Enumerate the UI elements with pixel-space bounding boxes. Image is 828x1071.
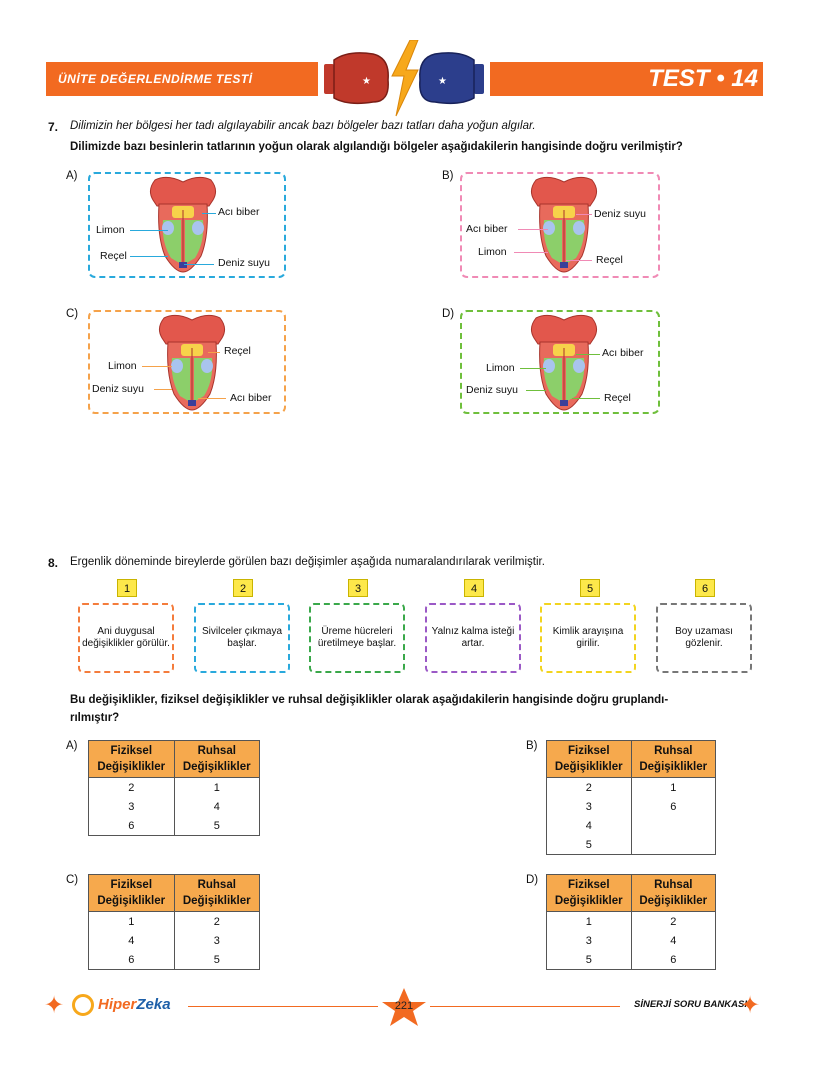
q7-option-a-box[interactable] (88, 172, 286, 278)
q7-intro: Dilimizin her bölgesi her tadı algılayabilir ancak bazı bölgeler bazı tatları daha yoğun algılar. (70, 120, 536, 132)
table-row: 1 2 (547, 912, 716, 932)
q7-a-label-2: Reçel (100, 250, 127, 262)
svg-text:★: ★ (362, 76, 371, 87)
q7-option-c-label[interactable]: C) (66, 308, 79, 320)
footer-line-right (430, 1006, 620, 1007)
col-header-mental: Ruhsal Değişiklikler (174, 875, 260, 912)
col-header-physical: Fiziksel Değişiklikler (547, 741, 632, 778)
table-row: 3 4 (547, 931, 716, 950)
col-header-mental: Ruhsal Değişiklikler (631, 741, 716, 778)
star-icon: ✦ (44, 991, 65, 1019)
change-card-1 (78, 603, 174, 673)
q7-b-label-4: Reçel (596, 254, 623, 266)
q8-option-a-label[interactable]: A) (66, 740, 78, 752)
q7-option-a-label[interactable]: A) (66, 170, 78, 182)
q8-option-b-label[interactable]: B) (526, 740, 538, 752)
q7-a-label-3: Acı biber (218, 206, 260, 218)
card-number: 2 (233, 579, 253, 597)
card-number: 4 (464, 579, 484, 597)
q7-d-label-1: Limon (486, 362, 515, 374)
q7-b-label-3: Deniz suyu (594, 208, 646, 220)
q7-option-b-label[interactable]: B) (442, 170, 454, 182)
q8-question-line1: Bu değişiklikler, fiziksel değişiklikler ve ruhsal değişiklikler olarak aşağıdakilerin hangisinde doğru gruplandı- (70, 694, 669, 706)
col-header-physical: Fiziksel Değişiklikler (547, 875, 632, 912)
table-row: 6 5 (89, 950, 260, 970)
col-header-mental: Ruhsal Değişiklikler (174, 741, 260, 778)
q7-d-label-4: Reçel (604, 392, 631, 404)
q7-b-label-1: Acı biber (466, 223, 508, 235)
col-header-physical: Fiziksel Değişiklikler (89, 741, 175, 778)
q7-option-d-label[interactable]: D) (442, 308, 455, 320)
q8-option-d-label[interactable]: D) (526, 874, 539, 886)
q8-table-c[interactable] (88, 874, 260, 970)
card-text: Boy uzaması gözlenir. (675, 626, 733, 649)
q8-number: 8. (48, 556, 59, 570)
brand-logo (98, 996, 171, 1013)
card-text: Ani duygusal değişiklikler görülür. (82, 626, 170, 649)
card-number: 1 (117, 579, 137, 597)
q7-c-label-3: Reçel (224, 345, 251, 357)
star-icon: ✦ (740, 991, 761, 1019)
q8-option-c-label[interactable]: C) (66, 874, 79, 886)
q8-table-d[interactable] (546, 874, 716, 970)
footer-line-left (188, 1006, 378, 1007)
series-title: SİNERJİ SORU BANKASI (634, 999, 747, 1010)
q8-table-b[interactable] (546, 740, 716, 855)
table-row: 4 (547, 816, 716, 835)
change-card-5 (540, 603, 636, 673)
boxing-gloves-icon (318, 40, 490, 120)
table-row: 1 2 (89, 912, 260, 932)
table-row: 5 6 (547, 950, 716, 970)
card-number: 3 (348, 579, 368, 597)
q7-c-label-4: Acı biber (230, 392, 272, 404)
table-row: 3 4 (89, 797, 260, 816)
unit-title: ÜNİTE DEĞERLENDİRME TESTİ (58, 72, 253, 86)
svg-text:★: ★ (438, 76, 447, 87)
page-number: 221 (394, 1000, 414, 1012)
table-row: 3 6 (547, 797, 716, 816)
q8-intro: Ergenlik döneminde bireylerde görülen bazı değişimler aşağıda numaralandırılarak verilmiştir. (70, 556, 545, 568)
card-text: Üreme hücreleri üretilmeye başlar. (317, 626, 397, 649)
q8-question-line2: rılmıştır? (70, 712, 120, 724)
card-text: Kimlik arayışına girilir. (552, 626, 624, 649)
brand-suffix: Zeka (136, 996, 171, 1013)
q7-a-label-4: Deniz suyu (218, 257, 270, 269)
table-row: 4 3 (89, 931, 260, 950)
q7-number: 7. (48, 120, 59, 134)
brand-logo-icon (72, 994, 94, 1016)
change-card-3 (309, 603, 405, 673)
table-row: 5 (547, 835, 716, 855)
q7-c-label-2: Deniz suyu (92, 383, 144, 395)
q7-b-label-2: Limon (478, 246, 507, 258)
q8-table-a[interactable] (88, 740, 260, 836)
table-row: 2 1 (89, 778, 260, 798)
q7-a-label-1: Limon (96, 224, 125, 236)
q7-d-label-3: Acı biber (602, 347, 644, 359)
q7-d-label-2: Deniz suyu (466, 384, 518, 396)
change-card-6 (656, 603, 752, 673)
brand-prefix: Hiper (98, 996, 137, 1013)
card-number: 5 (580, 579, 600, 597)
table-row: 6 5 (89, 816, 260, 836)
change-card-4 (425, 603, 521, 673)
q7-option-c-box[interactable] (88, 310, 286, 414)
col-header-physical: Fiziksel Değişiklikler (89, 875, 175, 912)
card-text: Sivilceler çıkmaya başlar. (201, 626, 283, 649)
q7-c-label-1: Limon (108, 360, 137, 372)
q7-question: Dilimizde bazı besinlerin tatlarının yoğun olarak algılandığı bölgeler aşağıdakilerin hangisinde doğru verilmiştir? (70, 141, 683, 153)
q7-option-b-box[interactable] (460, 172, 660, 278)
card-text: Yalnız kalma isteği artar. (431, 626, 515, 649)
col-header-mental: Ruhsal Değişiklikler (631, 875, 716, 912)
change-card-2 (194, 603, 290, 673)
q7-option-d-box[interactable] (460, 310, 660, 414)
table-row: 2 1 (547, 778, 716, 798)
card-number: 6 (695, 579, 715, 597)
tongue-icon (147, 176, 219, 274)
test-label: TEST • 14 (648, 65, 758, 92)
